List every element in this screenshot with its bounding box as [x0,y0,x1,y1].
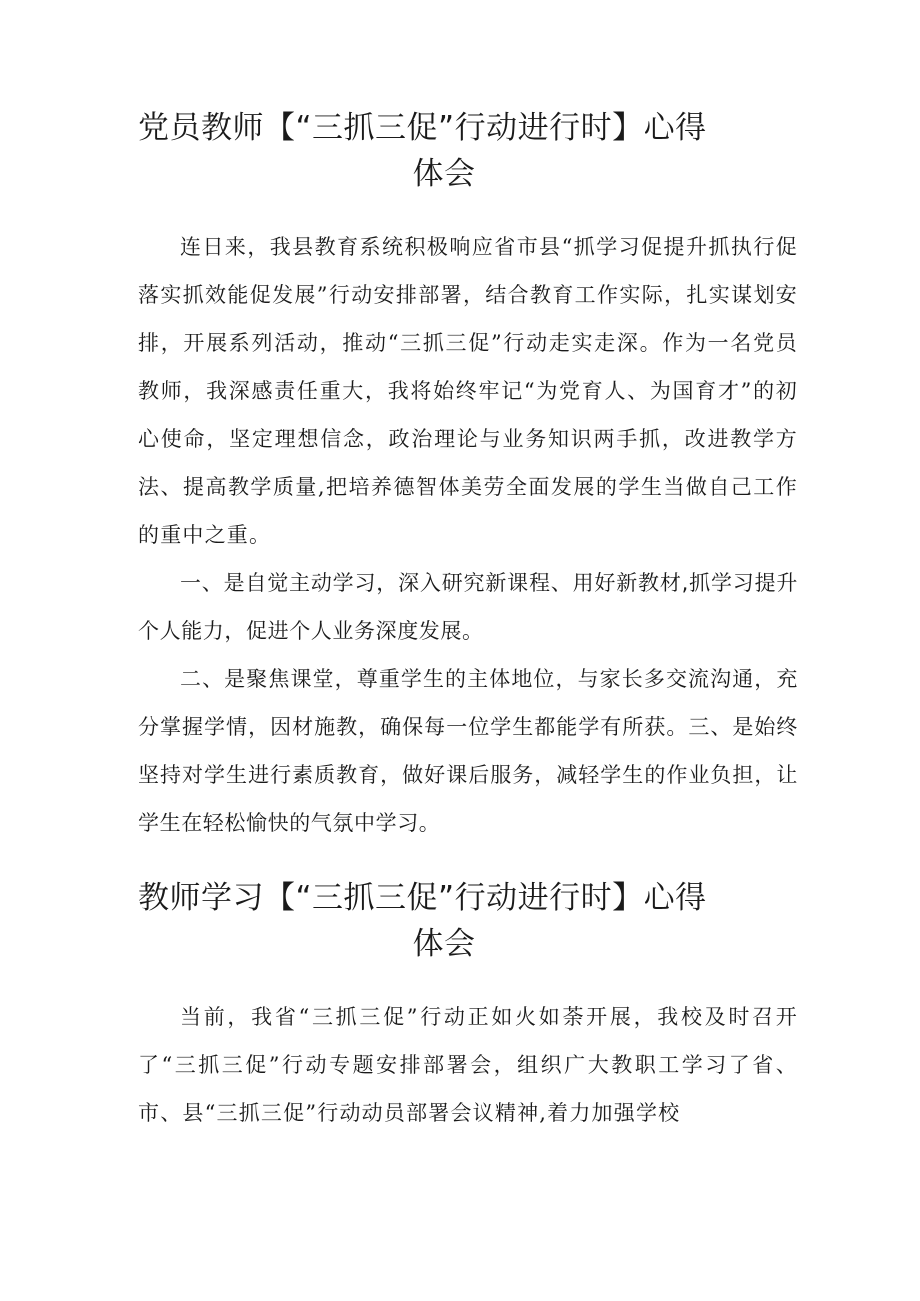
article-1-paragraph-1: 连日来，我县教育系统积极响应省市县“抓学习促提升抓执行促落实抓效能促发展”行动安排部署，结合教育工作实际，扎实谋划安排，开展系列活动，推动“三抓三促”行动走实走深。作为一名党员教师，我深感责任重大，我将始终牢记“为党育人、为国育才”的初心使命，坚定理想信念，政治理论与业务知识两手抓，改进教学方法、提高教学质量,把培养德智体美劳全面发展的学生当做自己工作的重中之重。 [138,235,798,547]
article-1-body [138,223,798,847]
article-2-title-line1: 教师学习【“三抓三促”行动进行时】心得 [138,880,707,916]
article-1-paragraph-3: 二、是聚焦课堂，尊重学生的主体地位，与家长多交流沟通，充分掌握学情，因材施教，确保每一位学生都能学有所获。三、是始终坚持对学生进行素质教育，做好课后服务，减轻学生的作业负担，让学生在轻松愉快的气氛中学习。 [138,667,798,835]
article-1-paragraph-2: 一、是自觉主动学习，深入研究新课程、用好新教材,抓学习提升个人能力，促进个人业务深度发展。 [138,571,798,643]
article-2-title-line2: 体会 [412,926,476,962]
article-2-paragraph-1: 当前，我省“三抓三促”行动正如火如荼开展，我校及时召开了“三抓三促”行动专题安排部署会，组织广大教职工学习了省、市、县“三抓三促”行动动员部署会议精神,着力加强学校 [138,1005,798,1125]
article-1-title [138,105,798,197]
article-1-title-line1: 党员教师【“三抓三促”行动进行时】心得 [138,110,707,146]
article-2-title [138,875,798,967]
article-2-body [138,993,798,1137]
article-1-title-line2: 体会 [412,156,476,192]
document-page [138,105,798,1137]
